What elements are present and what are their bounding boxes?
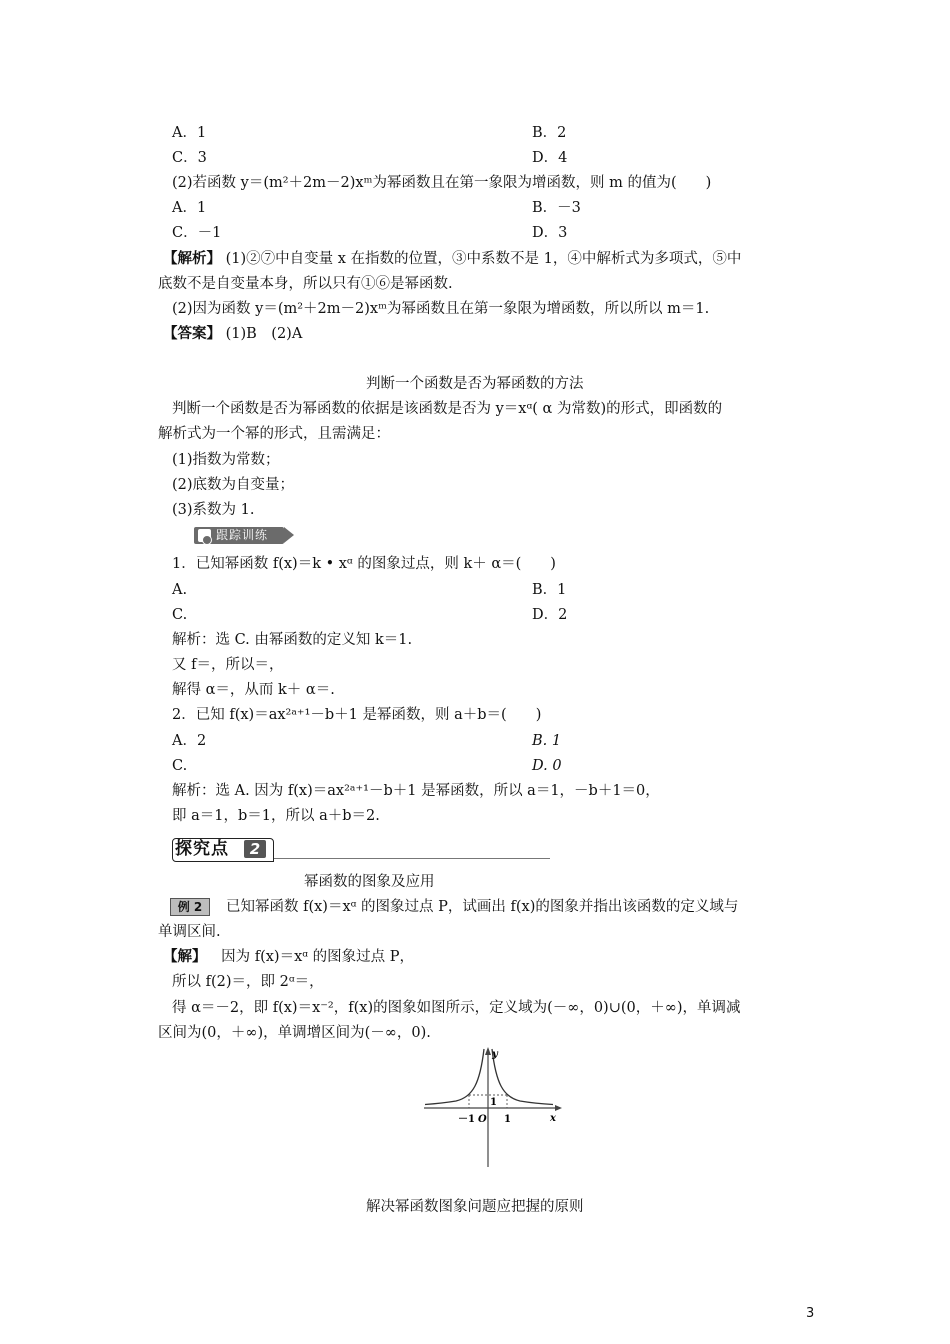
analysis-line-3: (2)因为函数 y＝(m²＋2m－2)xᵐ为幂函数且在第一象限为增函数，所以所以 m＝1. [172, 301, 710, 317]
method-paragraph-1: 判断一个函数是否为幂函数的依据是该函数是否为 y＝xᵅ( α 为常数)的形式，即函数的 [172, 401, 723, 417]
ex2-solution-2: 即 a＝1，b＝1，所以 a＋b＝2. [172, 808, 380, 824]
checklist-icon [198, 529, 211, 542]
tick-label-y1: 1 [490, 1097, 497, 1108]
solution-text-1: 因为 f(x)＝xᵅ 的图象过点 P， [221, 949, 415, 965]
question-2-stem: (2)若函数 y＝(m²＋2m－2)xᵐ为幂函数且在第一象限为增函数，则 m 的值为( ) [172, 175, 712, 191]
y-axis-label: y [492, 1049, 498, 1060]
q2-option-b: B．－3 [532, 200, 581, 216]
answer-label: 【答案】 [163, 325, 221, 342]
explore-point-number: 2 [244, 840, 266, 858]
analysis-text-1: (1)②⑦中自变量 x 在指数的位置，③中系数不是 1，④中解析式为多项式，⑤中 [225, 251, 742, 267]
solution-line-2: 所以 f(2)＝，即 2ᵅ＝， [172, 974, 324, 990]
ex2-solution-1: 解析：选 A. 因为 f(x)＝ax²ᵃ⁺¹－b＋1 是幂函数，所以 a＝1，－b＋1＝0， [172, 783, 660, 799]
analysis-line-1 [163, 249, 741, 269]
x-axis-arrow [555, 1105, 562, 1111]
method-paragraph-2: 解析式为一个幂的形式，且需满足： [158, 426, 390, 442]
follow-training-badge-tail [284, 527, 294, 543]
tick-label-neg1: －1 [458, 1114, 475, 1125]
tick-label-pos1: 1 [504, 1114, 511, 1125]
ex1-solution-3: 解得 α＝，从而 k＋ α＝. [172, 682, 335, 698]
solution-line-1 [163, 947, 414, 967]
explore-divider [274, 858, 550, 859]
q2-option-a: A．1 [172, 200, 207, 216]
page-number: 3 [806, 1306, 815, 1321]
method-item-3: (3)系数为 1. [172, 502, 255, 518]
power-function-graph [420, 1045, 570, 1170]
option-b: B．2 [532, 125, 567, 141]
example-badge: 例 2 [170, 898, 210, 916]
follow-training-label: 跟踪训练 [216, 528, 269, 542]
explore-point-label: 探究点 [175, 839, 229, 859]
option-c: C．3 [172, 150, 207, 166]
ex1-solution-1: 解析：选 C. 由幂函数的定义知 k＝1. [172, 632, 413, 648]
curve-left-branch [425, 1049, 484, 1105]
analysis-line-2: 底数不是自变量本身，所以只有①⑥是幂函数. [158, 276, 453, 292]
origin-label: O [478, 1114, 487, 1125]
answer-text: (1)B (2)A [225, 326, 303, 342]
solution-label: 【解】 [163, 948, 207, 965]
method-title: 判断一个函数是否为幂函数的方法 [366, 376, 584, 392]
ex1-option-c: C. [172, 607, 188, 623]
section-title: 幂函数的图象及应用 [304, 874, 435, 890]
exercise-2-stem: 2．已知 f(x)＝ax²ᵃ⁺¹－b＋1 是幂函数，则 a＋b＝( ) [172, 707, 542, 723]
method-item-2: (2)底数为自变量； [172, 477, 295, 493]
ex2-option-c: C. [172, 758, 188, 774]
ex2-option-d: D. 0 [532, 758, 562, 774]
ex2-option-a: A．2 [172, 733, 207, 749]
x-axis-label: x [550, 1113, 556, 1124]
ex1-option-b: B．1 [532, 582, 567, 598]
solution-line-3: 得 α＝－2，即 f(x)＝x⁻²，f(x)的图象如图所示，定义域为(－∞，0)∪(0，＋∞)，单调减 [172, 1000, 741, 1016]
example-line-1: 已知幂函数 f(x)＝xᵅ 的图象过点 P，试画出 f(x)的图象并指出该函数的定义域与 [226, 899, 739, 915]
example-line-2: 单调区间. [158, 924, 221, 940]
closing-title: 解决幂函数图象问题应把握的原则 [366, 1199, 584, 1215]
ex1-option-a: A. [172, 582, 188, 598]
analysis-label: 【解析】 [163, 250, 221, 267]
option-a: A．1 [172, 125, 207, 141]
exercise-1-stem: 1．已知幂函数 f(x)＝k • xᵅ 的图象过点，则 k＋ α＝( ) [172, 556, 556, 572]
solution-line-4: 区间为(0，＋∞)，单调增区间为(－∞，0). [158, 1025, 431, 1041]
answer-line [163, 324, 302, 344]
q2-option-c: C．－1 [172, 225, 222, 241]
option-d: D．4 [532, 150, 568, 166]
method-item-1: (1)指数为常数； [172, 452, 280, 468]
curve-right-branch [492, 1049, 553, 1105]
y-axis-arrow [485, 1047, 491, 1055]
ex1-solution-2: 又 f＝，所以＝， [172, 657, 284, 673]
ex2-option-b: B. 1 [532, 733, 562, 749]
ex1-option-d: D．2 [532, 607, 568, 623]
q2-option-d: D．3 [532, 225, 568, 241]
